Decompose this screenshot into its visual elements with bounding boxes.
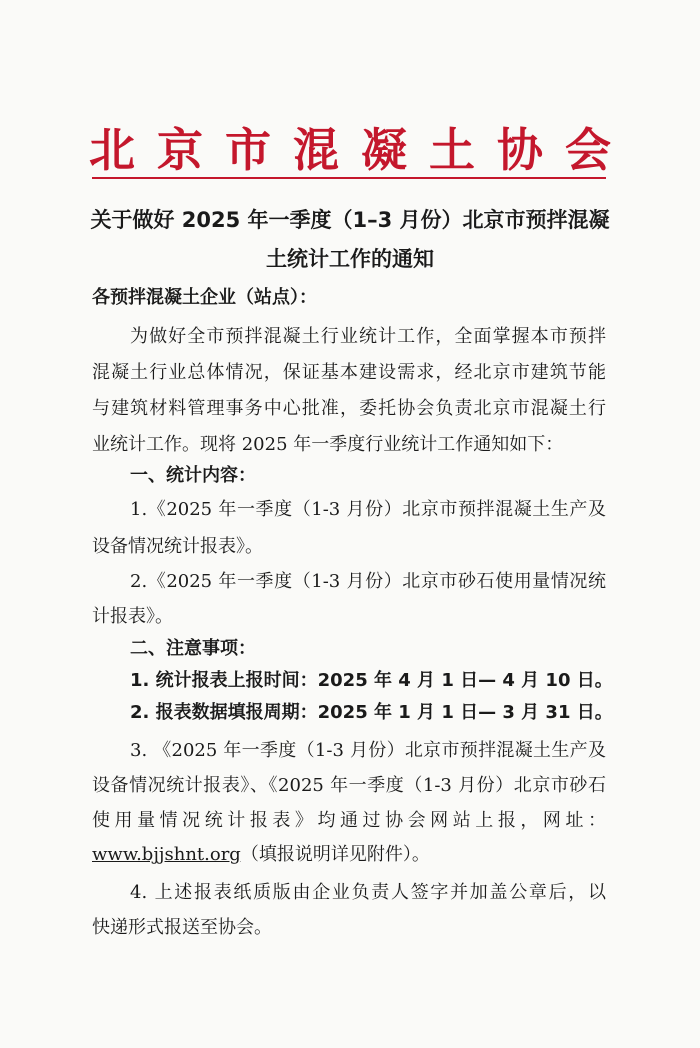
section2-item3-line2: 设备情况统计报表》、《2025 年一季度（1-3 月份）北京市砂石 (92, 775, 606, 796)
section2-item4-line2: 快递形式报送至协会。 (92, 917, 272, 938)
section2-item3-tail: （填报说明详见附件）。 (240, 844, 430, 865)
letterhead-title: 北京市混凝土协会 (89, 123, 633, 177)
section1-item1-line2: 设备情况统计报表》。 (92, 536, 263, 557)
section2-item2: 2. 报表数据填报周期：2025 年 1 月 1 日— 3 月 31 日。 (130, 702, 613, 723)
section1-item1-line1: 1.《2025 年一季度（1-3 月份）北京市预拌混凝土生产及 (130, 499, 606, 520)
intro-line-4: 业统计工作。现将 2025 年一季度行业统计工作通知如下： (92, 434, 564, 455)
notice-title-line2: 土统计工作的通知 (266, 247, 434, 271)
section2-item1: 1. 统计报表上报时间：2025 年 4 月 1 日— 4 月 10 日。 (130, 670, 613, 691)
section2-heading: 二、注意事项： (130, 638, 256, 659)
letterhead-rule (92, 177, 606, 179)
section1-item2-line1: 2.《2025 年一季度（1-3 月份）北京市砂石使用量情况统 (130, 571, 606, 592)
section2-item3-line4 (92, 840, 430, 870)
section2-item3-line3: 使用量情况统计报表》均通过协会网站上报，网址： (92, 810, 606, 831)
intro-line-1: 为做好全市预拌混凝土行业统计工作，全面掌握本市预拌 (130, 326, 606, 347)
intro-line-3: 与建筑材料管理事务中心批准，委托协会负责北京市混凝土行 (92, 398, 606, 419)
section1-heading: 一、统计内容： (130, 465, 256, 486)
website-link[interactable]: www.bjjshnt.org (92, 844, 241, 865)
section2-item3-line1: 3. 《2025 年一季度（1-3 月份）北京市预拌混凝土生产及 (130, 740, 606, 761)
section1-item2-line2: 计报表》。 (92, 606, 173, 627)
salutation: 各预拌混凝土企业（站点）： (92, 287, 317, 308)
notice-title-line1: 关于做好 2025 年一季度（1–3 月份）北京市预拌混凝 (90, 208, 610, 232)
section2-item4-line1: 4. 上述报表纸质版由企业负责人签字并加盖公章后，以 (130, 882, 606, 903)
intro-line-2: 混凝土行业总体情况，保证基本建设需求，经北京市建筑节能 (92, 362, 606, 383)
